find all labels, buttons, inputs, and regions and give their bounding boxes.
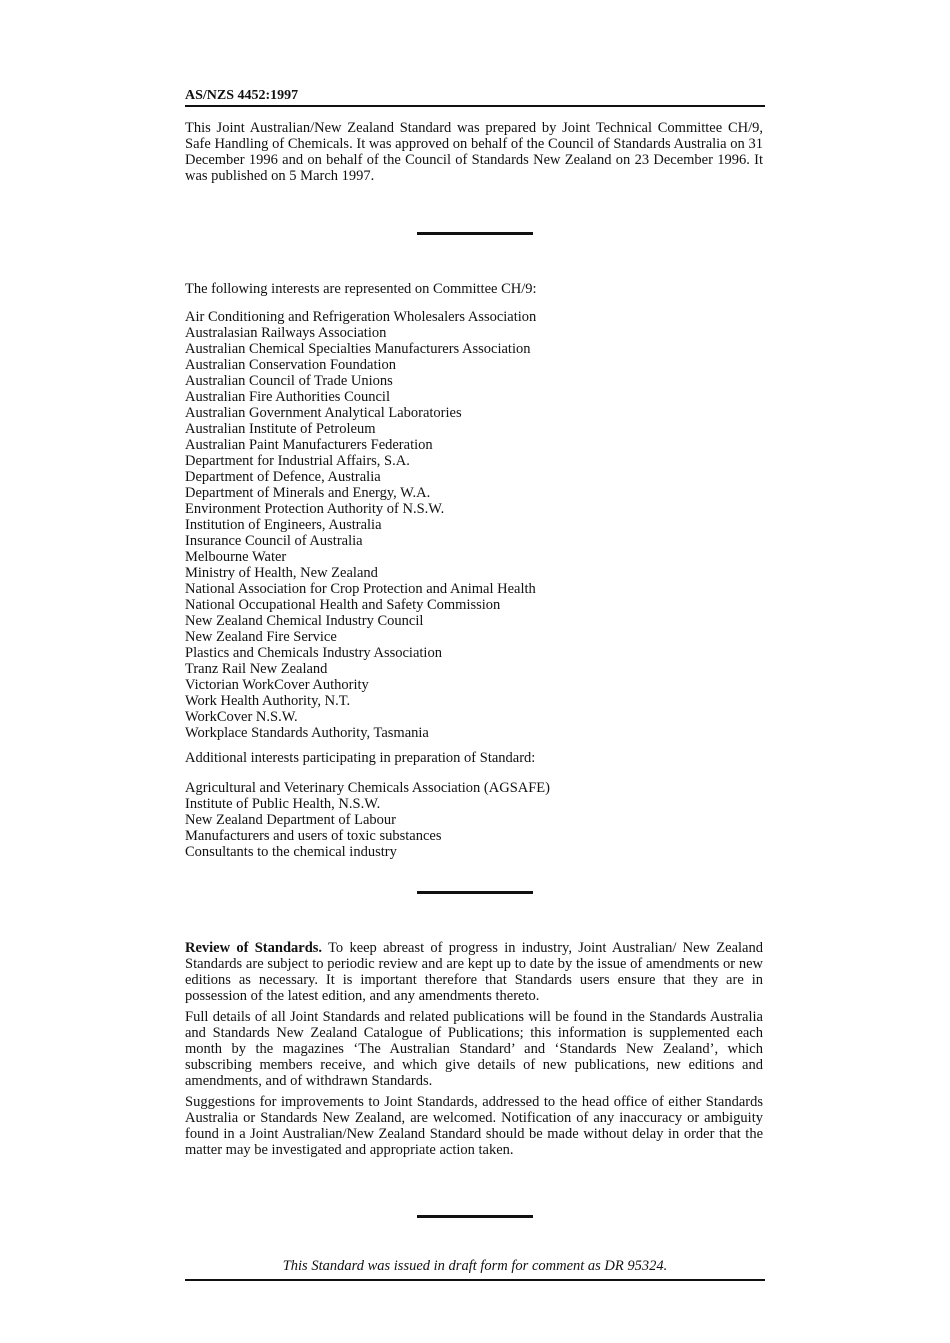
committee-member: Victorian WorkCover Authority <box>185 677 369 693</box>
intro-paragraph: This Joint Australian/New Zealand Standard was prepared by Joint Technical Committee CH/9, Safe Handling of Chemicals. It was approved on behalf of the Council of Standards Australia on 31 December 1996 and on behalf of the Council of Standards New Zealand on 23 December 1996. It was published on 5 March 1997. <box>185 120 763 184</box>
committee-member: Australasian Railways Association <box>185 325 387 341</box>
committee-member: Insurance Council of Australia <box>185 533 363 549</box>
additional-member: Consultants to the chemical industry <box>185 844 397 860</box>
committee-member: New Zealand Chemical Industry Council <box>185 613 424 629</box>
committee-member: WorkCover N.S.W. <box>185 709 298 725</box>
committee-member: New Zealand Fire Service <box>185 629 337 645</box>
additional-member: Manufacturers and users of toxic substances <box>185 828 442 844</box>
committee-member: Environment Protection Authority of N.S.W. <box>185 501 445 517</box>
committee-member: Workplace Standards Authority, Tasmania <box>185 725 429 741</box>
committee-heading: The following interests are represented on Committee CH/9: <box>185 281 537 297</box>
additional-member-list <box>185 780 763 860</box>
section-divider <box>417 1215 533 1218</box>
committee-member-list <box>185 309 763 741</box>
committee-member: Australian Fire Authorities Council <box>185 389 390 405</box>
header-rule <box>185 105 765 107</box>
committee-member: Department of Defence, Australia <box>185 469 381 485</box>
section-divider <box>417 891 533 894</box>
standard-id: AS/NZS 4452:1997 <box>185 88 299 103</box>
footer-rule <box>185 1279 765 1281</box>
committee-member: Australian Government Analytical Laboratories <box>185 405 462 421</box>
review-section <box>185 940 763 1163</box>
committee-member: Ministry of Health, New Zealand <box>185 565 378 581</box>
additional-member: Institute of Public Health, N.S.W. <box>185 796 381 812</box>
committee-member: Melbourne Water <box>185 549 287 565</box>
draft-note: This Standard was issued in draft form for comment as DR 95324. <box>282 1258 668 1274</box>
review-paragraph-2: Full details of all Joint Standards and related publications will be found in the Standards Australia and Standards New Zealand Catalogue of Publications; this information is supplemented each month by the magazines ‘The Australian Standard’ and ‘Standards New Zealand’, which subscribing members receive, and which give details of new publications, new editions and amendments, and of withdrawn Standards. <box>185 1009 763 1089</box>
committee-member: Plastics and Chemicals Industry Association <box>185 645 442 661</box>
review-text-1: To keep abreast of progress in industry, Joint Australian/ New Zealand Standards are subject to periodic review and are kept up to date by the issue of amendments or new editions as necessary. It is important therefore that Standards users ensure that they are in possession of the latest edition, and any amendments thereto. <box>185 940 763 1004</box>
committee-member: Tranz Rail New Zealand <box>185 661 328 677</box>
additional-heading: Additional interests participating in preparation of Standard: <box>185 750 536 766</box>
additional-member: New Zealand Department of Labour <box>185 812 396 828</box>
section-divider <box>417 232 533 235</box>
review-paragraph-1 <box>185 940 763 1004</box>
committee-member: Institution of Engineers, Australia <box>185 517 382 533</box>
committee-member: Australian Paint Manufacturers Federation <box>185 437 433 453</box>
committee-member: Australian Conservation Foundation <box>185 357 397 373</box>
additional-member: Agricultural and Veterinary Chemicals Association (AGSAFE) <box>185 780 550 796</box>
review-title: Review of Standards. <box>185 940 323 956</box>
committee-member: Department of Minerals and Energy, W.A. <box>185 485 431 501</box>
committee-member: Work Health Authority, N.T. <box>185 693 351 709</box>
committee-member: National Association for Crop Protection and Animal Health <box>185 581 536 597</box>
review-paragraph-3: Suggestions for improvements to Joint Standards, addressed to the head office of either Standards Australia or Standards New Zealand, are welcomed. Notification of any inaccuracy or ambiguity found in a Joint Australian/New Zealand Standard should be made without delay in order that the matter may be investigated and appropriate action taken. <box>185 1094 763 1158</box>
committee-member: Australian Institute of Petroleum <box>185 421 376 437</box>
committee-member: Air Conditioning and Refrigeration Wholesalers Association <box>185 309 537 325</box>
committee-member: Department for Industrial Affairs, S.A. <box>185 453 410 469</box>
committee-member: National Occupational Health and Safety Commission <box>185 597 501 613</box>
committee-member: Australian Council of Trade Unions <box>185 373 393 389</box>
committee-member: Australian Chemical Specialties Manufacturers Association <box>185 341 531 357</box>
